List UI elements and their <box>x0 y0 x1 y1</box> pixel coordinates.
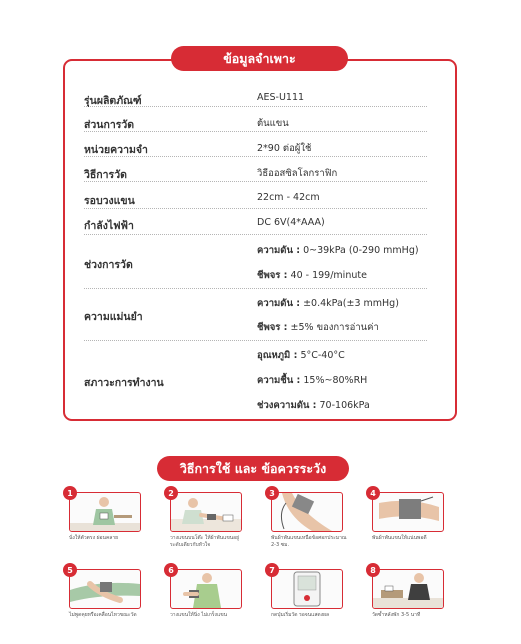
step-illustration <box>372 569 444 609</box>
step-illustration <box>69 492 141 532</box>
spec-label: ช่วงการวัด <box>84 259 133 271</box>
step-caption: พันผ้าพันแขนเหนือข้อศอกประมาณ 2-3 ซม. <box>271 535 347 548</box>
spec-label: ส่วนการวัด <box>84 119 135 131</box>
step-illustration <box>372 492 444 532</box>
step-caption: กดปุ่มเริ่มวัด รอจนแสดงผล <box>271 612 330 618</box>
spec-row-memory <box>84 136 427 157</box>
step-number: 7 <box>265 563 279 577</box>
step-caption: ไม่พูดคุยหรือเคลื่อนไหวขณะวัด <box>69 612 137 618</box>
step-number: 8 <box>366 563 380 577</box>
step-illustration <box>271 569 343 609</box>
step-number: 4 <box>366 486 380 500</box>
step-number: 1 <box>63 486 77 500</box>
step-number: 5 <box>63 563 77 577</box>
spec-row-range <box>84 238 427 289</box>
step-number: 3 <box>265 486 279 500</box>
spec-label: รอบวงแขน <box>84 195 135 207</box>
spec-env-humidity: ความชื้น : 15%~80%RH <box>257 375 368 386</box>
spec-label: วิธีการวัด <box>84 169 127 181</box>
spec-value: 22cm - 42cm <box>257 192 320 203</box>
spec-row-model <box>84 88 427 107</box>
step-illustration <box>271 492 343 532</box>
spec-row-site <box>84 112 427 132</box>
spec-title: ข้อมูลจำเพาะ <box>171 46 348 71</box>
step-number: 6 <box>164 563 178 577</box>
spec-range-pulse: ชีพจร : 40 - 199/minute <box>257 270 367 281</box>
step-illustration <box>170 492 242 532</box>
spec-env-pressure: ช่วงความดัน : 70-106kPa <box>257 400 370 411</box>
spec-value: วิธีออสซิลโลกราฟิก <box>257 168 338 179</box>
step-caption: วางแขนให้นิ่ง ไม่เกร็งแขน <box>170 612 228 618</box>
spec-row-accuracy <box>84 292 427 341</box>
step-illustration <box>69 569 141 609</box>
step-1 <box>67 488 147 542</box>
spec-accuracy-pulse: ชีพจร : ±5% ของการอ่านค่า <box>257 322 379 333</box>
step-5 <box>67 565 147 619</box>
spec-accuracy-pressure: ความดัน : ±0.4kPa(±3 mmHg) <box>257 298 399 309</box>
spec-row-power <box>84 212 427 235</box>
spec-value: ต้นแขน <box>257 118 289 129</box>
spec-label: กำลังไฟฟ้า <box>84 220 134 232</box>
spec-value: 2*90 ต่อผู้ใช้ <box>257 143 312 154</box>
spec-value: DC 6V(4*AAA) <box>257 217 325 228</box>
spec-row-method <box>84 161 427 182</box>
usage-title: วิธีการใช้ และ ข้อควรระวัง <box>157 456 349 481</box>
spec-range-pressure: ความดัน : 0~39kPa (0-290 mmHg) <box>257 245 419 256</box>
step-6 <box>168 565 248 619</box>
spec-value: AES-U111 <box>257 92 305 103</box>
step-3 <box>269 488 349 549</box>
spec-label: ความแม่นยำ <box>84 311 143 323</box>
spec-label: สภาวะการทำงาน <box>84 377 164 389</box>
spec-label: รุ่นผลิตภัณฑ์ <box>84 95 142 107</box>
step-7 <box>269 565 349 619</box>
step-2 <box>168 488 248 549</box>
spec-label: หน่วยความจำ <box>84 144 148 156</box>
spec-row-environment <box>84 344 427 414</box>
step-8 <box>370 565 450 619</box>
spec-row-cuff <box>84 186 427 209</box>
step-number: 2 <box>164 486 178 500</box>
step-caption: พันผ้าพันแขนให้แน่นพอดี <box>372 535 427 541</box>
step-caption: วางแขนบนโต๊ะ ให้ผ้าพันแขนอยู่ระดับเดียวกับหัวใจ <box>170 535 240 548</box>
step-caption: วัดซ้ำหลังพัก 3-5 นาที <box>372 612 421 618</box>
spec-env-temp: อุณหภูมิ : 5°C-40°C <box>257 350 345 361</box>
step-illustration <box>170 569 242 609</box>
step-caption: นั่งให้ตัวตรง ผ่อนคลาย <box>69 535 119 541</box>
step-4 <box>370 488 450 542</box>
